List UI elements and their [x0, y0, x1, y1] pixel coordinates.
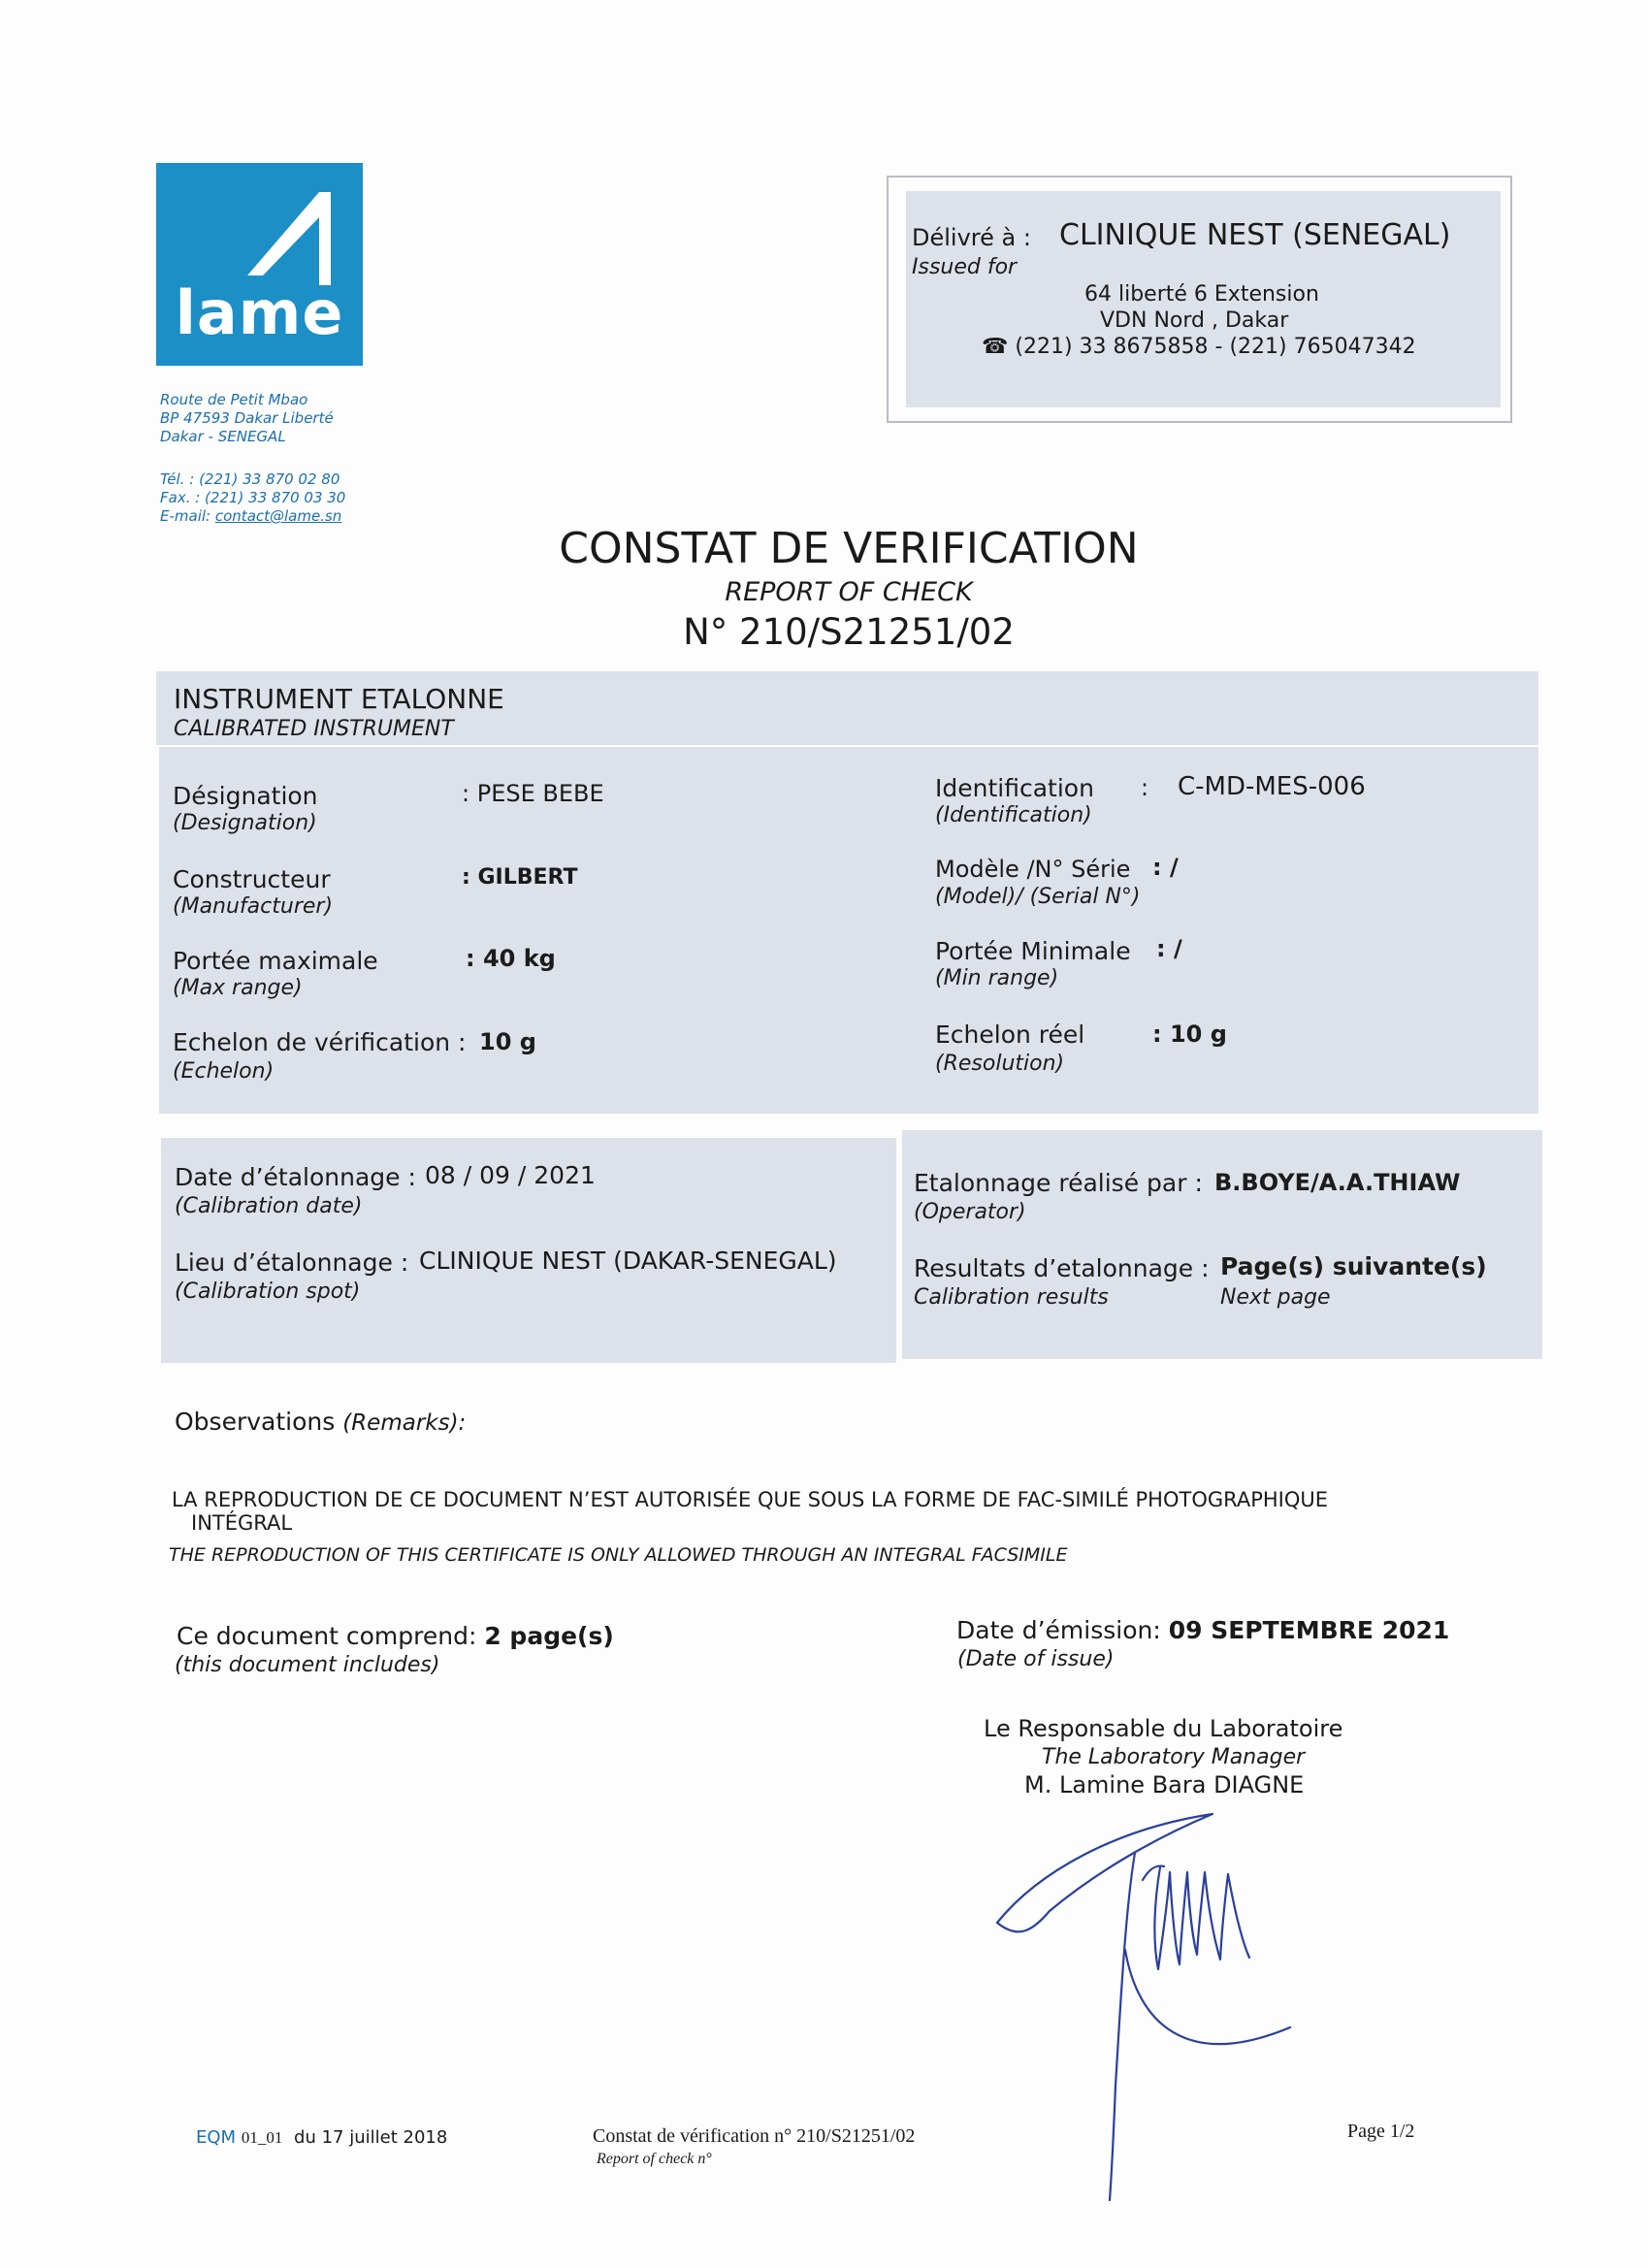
footer-eqm — [196, 2127, 447, 2148]
max-range-value: : 40 kg — [466, 945, 556, 972]
instrument-header-band — [156, 671, 1538, 745]
page-subtitle: REPORT OF CHECK — [725, 577, 973, 607]
issue-date-label-en: (Date of issue) — [957, 1647, 1115, 1671]
address-line: BP 47593 Dakar Liberté — [160, 409, 334, 427]
observations-label-en: (Remarks): — [342, 1410, 467, 1436]
lab-fax: Fax. : (221) 33 870 03 30 — [160, 489, 346, 506]
client-phone — [982, 335, 1416, 359]
address-line: Route de Petit Mbao — [160, 391, 308, 408]
document-pages-value: 2 page(s) — [484, 1622, 614, 1650]
logo-mark-icon — [236, 178, 342, 285]
issue-date-label: Date d’émission: — [956, 1616, 1161, 1644]
results-label: Resultats d’etalonnage : — [914, 1254, 1210, 1282]
report-number: N° 210/S21251/02 — [683, 611, 1015, 653]
manufacturer-label-en: (Manufacturer) — [173, 894, 334, 919]
document-pages — [177, 1622, 614, 1650]
issued-label: Délivré à : — [912, 224, 1031, 251]
model-serial-value: : / — [1152, 854, 1179, 881]
lab-tel: Tél. : (221) 33 870 02 80 — [160, 470, 340, 488]
footer-eqm-code: EQM — [196, 2127, 237, 2148]
footer-reference: Constat de vérification n° 210/S21251/02 — [593, 2125, 916, 2147]
min-range-label: Portée Minimale — [935, 937, 1131, 965]
address-line: Dakar - SENEGAL — [160, 428, 286, 445]
calibration-spot-value: CLINIQUE NEST (DAKAR-SENEGAL) — [419, 1247, 837, 1275]
calibration-spot-label: Lieu d’étalonnage : — [175, 1248, 409, 1277]
client-address-1: 64 liberté 6 Extension — [1084, 282, 1319, 307]
model-serial-label-en: (Model)/ (Serial N°) — [935, 885, 1141, 909]
calibration-spot-label-en: (Calibration spot) — [175, 1280, 361, 1304]
company-logo — [156, 163, 363, 366]
echelon-label: Echelon de vérification : — [173, 1028, 467, 1056]
operator-label-en: (Operator) — [914, 1200, 1026, 1224]
issued-label-en: Issued for — [912, 255, 1018, 279]
operator-value: B.BOYE/A.A.THIAW — [1214, 1169, 1461, 1196]
instrument-heading-en: CALIBRATED INSTRUMENT — [174, 717, 454, 741]
lab-address — [160, 391, 334, 446]
identification-label: Identification — [935, 774, 1094, 802]
issued-for-box — [887, 176, 1512, 423]
designation-value: : PESE BEBE — [462, 780, 604, 807]
calibration-date-panel — [161, 1138, 896, 1363]
manufacturer-value: : GILBERT — [462, 865, 578, 890]
signatory-role: Le Responsable du Laboratoire — [984, 1715, 1343, 1742]
calibration-operator-panel — [902, 1130, 1542, 1359]
lab-contact — [160, 470, 345, 526]
client-address-2: VDN Nord , Dakar — [1100, 308, 1289, 333]
resolution-value: : 10 g — [1152, 1021, 1227, 1048]
notice-line-2: INTÉGRAL — [191, 1511, 293, 1535]
calibration-date-label-en: (Calibration date) — [175, 1194, 363, 1218]
identification-value: C-MD-MES-006 — [1178, 772, 1366, 801]
footer-eqm-date: du 17 juillet 2018 — [294, 2127, 448, 2148]
email-link[interactable]: contact@lame.sn — [214, 507, 342, 525]
calibration-date-value: 08 / 09 / 2021 — [425, 1161, 596, 1189]
client-phone-number: (221) 33 8675858 - (221) 765047342 — [1015, 335, 1416, 359]
client-name: CLINIQUE NEST (SENEGAL) — [1059, 218, 1451, 252]
echelon-label-en: (Echelon) — [173, 1059, 275, 1084]
max-range-label: Portée maximale — [173, 947, 378, 975]
signature-icon — [980, 1795, 1319, 2202]
page-title: CONSTAT DE VERIFICATION — [559, 524, 1139, 573]
document-pages-label: Ce document comprend: — [177, 1622, 477, 1650]
reproduction-notice-en: THE REPRODUCTION OF THIS CERTIFICATE IS ONLY ALLOWED THROUGH AN INTEGRAL FACSIMILE — [169, 1544, 1068, 1566]
footer-eqm-ref: 01_01 — [241, 2128, 283, 2147]
page-number: Page 1/2 — [1347, 2121, 1415, 2142]
results-value: Page(s) suivante(s) — [1220, 1252, 1487, 1280]
echelon-value: 10 g — [479, 1028, 536, 1055]
identification-label-en: (Identification) — [935, 803, 1092, 827]
issue-date-value: 09 SEPTEMBRE 2021 — [1168, 1616, 1450, 1644]
observations-label — [175, 1408, 466, 1436]
identification-separator: : — [1141, 774, 1149, 801]
designation-label-en: (Designation) — [173, 811, 317, 835]
designation-label: Désignation — [173, 782, 318, 810]
signatory-name: M. Lamine Bara DIAGNE — [1024, 1771, 1305, 1798]
issue-date — [956, 1616, 1449, 1644]
signatory-role-en: The Laboratory Manager — [1042, 1745, 1306, 1769]
min-range-value: : / — [1156, 935, 1182, 962]
operator-label: Etalonnage réalisé par : — [914, 1169, 1203, 1197]
logo-text: lame — [175, 277, 344, 348]
results-value-en: Next page — [1220, 1285, 1331, 1310]
observations-label-fr: Observations — [175, 1408, 336, 1436]
manufacturer-label: Constructeur — [173, 865, 331, 893]
min-range-label-en: (Min range) — [935, 966, 1059, 990]
document-pages-label-en: (this document includes) — [175, 1653, 440, 1677]
results-label-en: Calibration results — [914, 1285, 1109, 1310]
footer-reference-en: Report of check n° — [597, 2151, 712, 2167]
calibration-date-label: Date d’étalonnage : — [175, 1163, 416, 1191]
reproduction-notice-fr — [172, 1488, 1530, 1535]
telephone-icon: ☎ — [982, 335, 1009, 359]
max-range-label-en: (Max range) — [173, 976, 303, 1000]
model-serial-label: Modèle /N° Série — [935, 856, 1131, 883]
instrument-details-panel — [159, 747, 1538, 1114]
resolution-label-en: (Resolution) — [935, 1052, 1065, 1076]
notice-line-1: LA REPRODUCTION DE CE DOCUMENT N’EST AUTORISÉE QUE SOUS LA FORME DE FAC-SIMILÉ PHOTOGRAPHIQUE — [172, 1488, 1329, 1511]
email-label: E-mail: — [160, 507, 211, 525]
instrument-heading: INSTRUMENT ETALONNE — [174, 683, 504, 715]
resolution-label: Echelon réel — [935, 1021, 1085, 1049]
